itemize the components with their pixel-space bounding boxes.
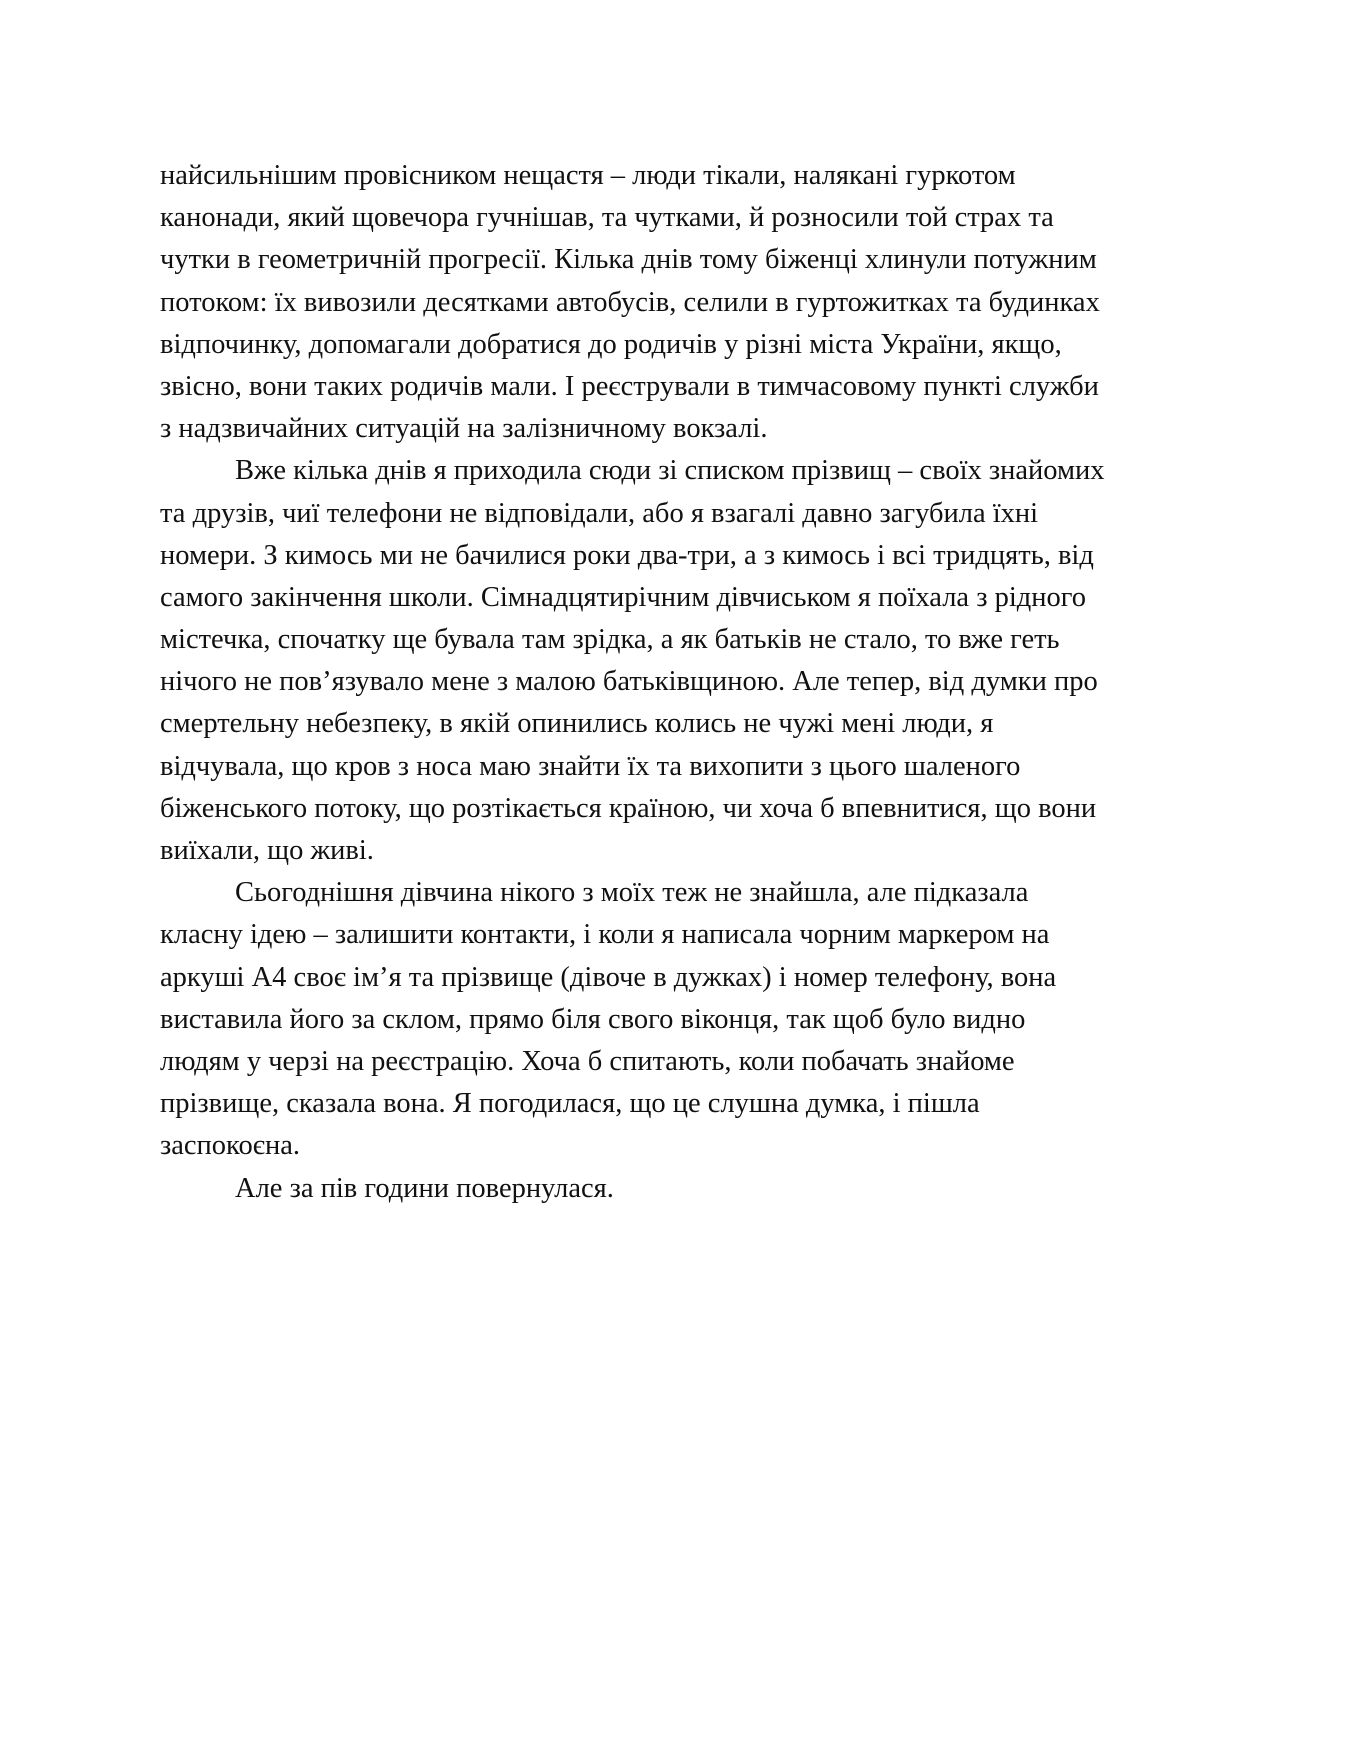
text-line: Сьогоднішня дівчина нікого з моїх теж не знайшла, але підказала bbox=[235, 877, 1029, 909]
text-line: виїхали, що живі. bbox=[160, 835, 374, 866]
paragraph bbox=[160, 450, 1220, 872]
body-text bbox=[160, 155, 1220, 1210]
text-line: біженського потоку, що розтікається країною, чи хоча б впевнитися, що вони bbox=[160, 792, 1097, 824]
text-line: з надзвичайних ситуацій на залізничному вокзалі. bbox=[160, 413, 768, 445]
paragraph bbox=[160, 1168, 1220, 1210]
text-line: заспокоєна. bbox=[160, 1130, 300, 1162]
text-line: виставила його за склом, прямо біля свого віконця, так щоб було видно bbox=[160, 1003, 1026, 1035]
text-line: канонади, який щовечора гучнішав, та чутками, й розносили той страх та bbox=[160, 202, 1054, 234]
text-line: номери. З кимось ми не бачилися роки два-три, а з кимось і всі тридцять, від bbox=[160, 539, 1094, 571]
text-line: потоком: їх вивозили десятками автобусів, селили в гуртожитках та будинках bbox=[160, 286, 1100, 318]
text-line: аркуші А4 своє ім’я та прізвище (дівоче в дужках) і номер телефону, вона bbox=[160, 961, 1057, 993]
text-line: відчувала, що кров з носа маю знайти їх та вихопити з цього шаленого bbox=[160, 750, 1021, 782]
text-line: звісно, вони таких родичів мали. І реєстрували в тимчасовому пункті служби bbox=[160, 370, 1099, 402]
text-line: містечка, спочатку ще бувала там зрідка, а як батьків не стало, то вже геть bbox=[160, 624, 1060, 656]
text-line: Але за пів години повернулася. bbox=[235, 1172, 614, 1204]
text-line: прізвище, сказала вона. Я погодилася, що це слушна думка, і пішла bbox=[160, 1088, 980, 1120]
text-line: людям у черзі на реєстрацію. Хоча б спитають, коли побачать знайоме bbox=[160, 1045, 1015, 1077]
text-line: чутки в геометричній прогресії. Кілька днів тому біженці хлинули потужним bbox=[160, 244, 1097, 276]
text-line: самого закінчення школи. Сімнадцятирічним дівчиськом я поїхала з рідного bbox=[160, 581, 1086, 613]
text-line: відпочинку, допомагали добратися до родичів у різні міста України, якщо, bbox=[160, 328, 1062, 360]
text-line: Вже кілька днів я приходила сюди зі списком прізвищ – своїх знайомих bbox=[235, 455, 1105, 487]
text-line: та друзів, чиї телефони не відповідали, або я взагалі давно загубила їхні bbox=[160, 497, 1039, 529]
text-line: класну ідею – залишити контакти, і коли я написала чорним маркером на bbox=[160, 919, 1050, 951]
text-line: нічого не пов’язувало мене з малою батьківщиною. Але тепер, від думки про bbox=[160, 666, 1098, 698]
paragraph bbox=[160, 155, 1220, 450]
text-line: найсильнішим провісником нещастя – люди тікали, налякані гуркотом bbox=[160, 160, 1016, 191]
paragraph bbox=[160, 872, 1220, 1167]
text-line: смертельну небезпеку, в якій опинились колись не чужі мені люди, я bbox=[160, 708, 994, 740]
